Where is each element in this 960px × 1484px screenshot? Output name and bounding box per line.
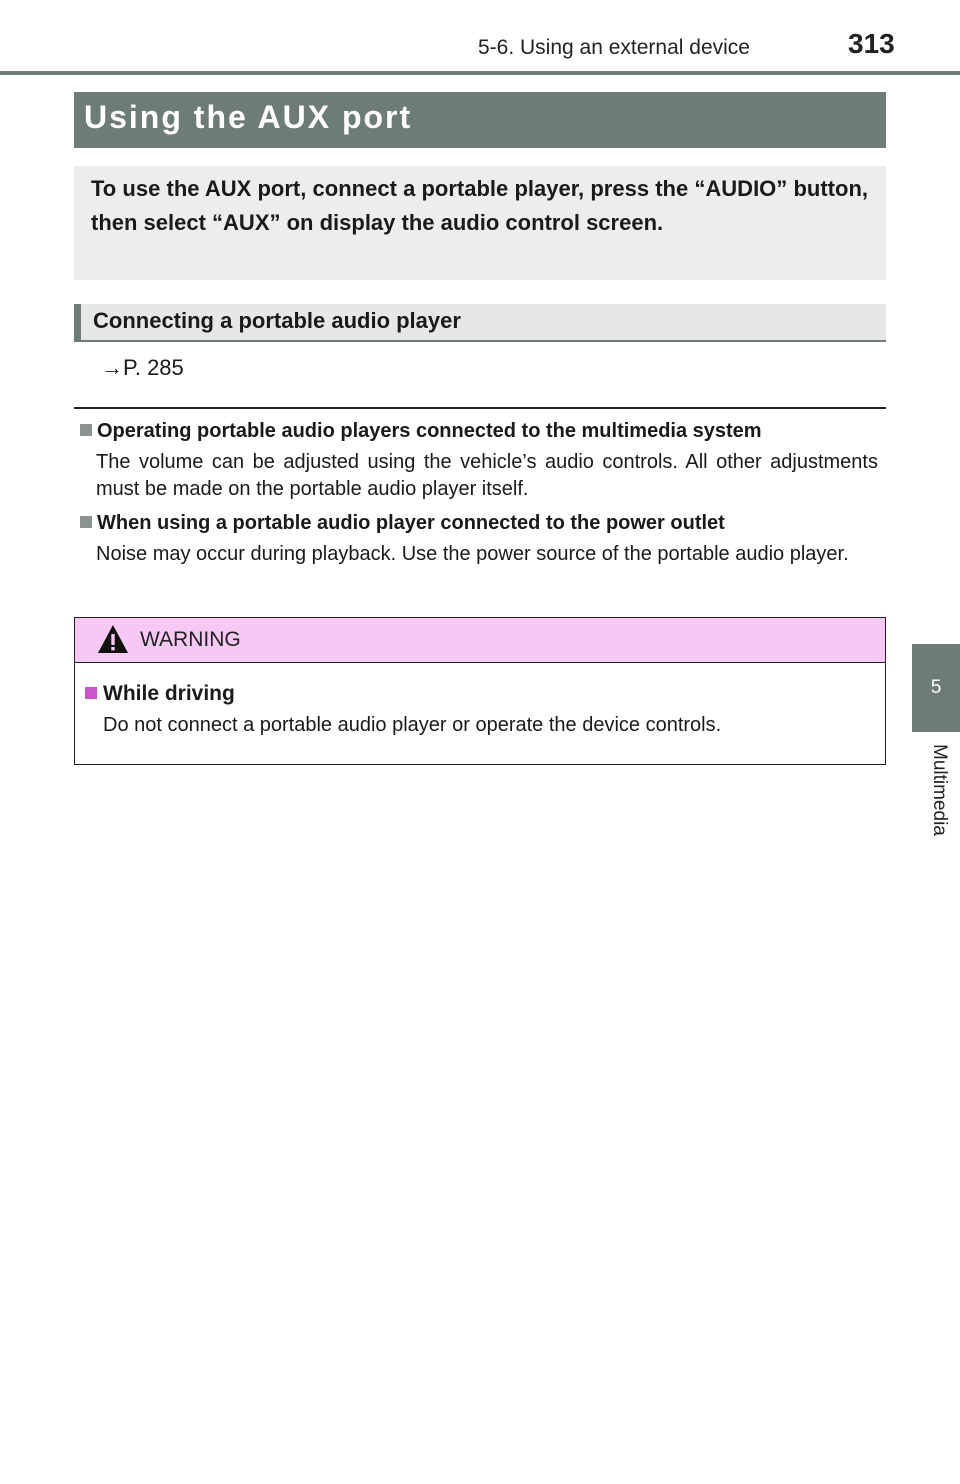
note-heading-text: Operating portable audio players connected to the multimedia system	[97, 420, 762, 442]
divider	[74, 407, 886, 409]
intro-text: To use the AUX port, connect a portable player, press the “AUDIO” button, then select “AUX” on display the audio control screen.	[91, 176, 868, 235]
note-body-2: Noise may occur during playback. Use the power source of the portable audio player.	[96, 543, 849, 565]
chapter-tab	[912, 644, 960, 732]
warning-triangle-icon	[97, 624, 129, 654]
note-body-1: The volume can be adjusted using the vehicle’s audio controls. All other adjustments must be made on the portable audio player itself.	[96, 451, 878, 500]
note-heading-2	[80, 512, 725, 535]
intro-box	[74, 166, 886, 280]
page-reference-link[interactable]: →P. 285	[101, 355, 184, 380]
warning-header	[75, 618, 885, 663]
subsection-accent	[74, 304, 81, 340]
warning-item-text: Do not connect a portable audio player or operate the device controls.	[103, 714, 722, 736]
subsection-bar	[74, 304, 886, 342]
warning-label: WARNING	[140, 628, 241, 651]
chapter-label: Multimedia	[929, 744, 950, 836]
square-bullet-icon	[80, 424, 92, 436]
square-bullet-icon	[85, 687, 97, 699]
warning-item-title	[85, 682, 235, 706]
square-bullet-icon	[80, 516, 92, 528]
header-section: 5-6. Using an external device	[478, 36, 750, 59]
header-rule	[0, 71, 960, 75]
section-title: Using the AUX port	[84, 99, 413, 135]
page-number: 313	[848, 28, 895, 59]
chapter-number: 5	[930, 677, 942, 698]
warning-item-title-text: While driving	[103, 682, 235, 705]
warning-box	[74, 617, 886, 765]
note-heading-1	[80, 420, 762, 443]
note-heading-text: When using a portable audio player connected to the power outlet	[97, 512, 725, 534]
subsection-title: Connecting a portable audio player	[93, 308, 461, 333]
section-banner	[74, 92, 886, 148]
